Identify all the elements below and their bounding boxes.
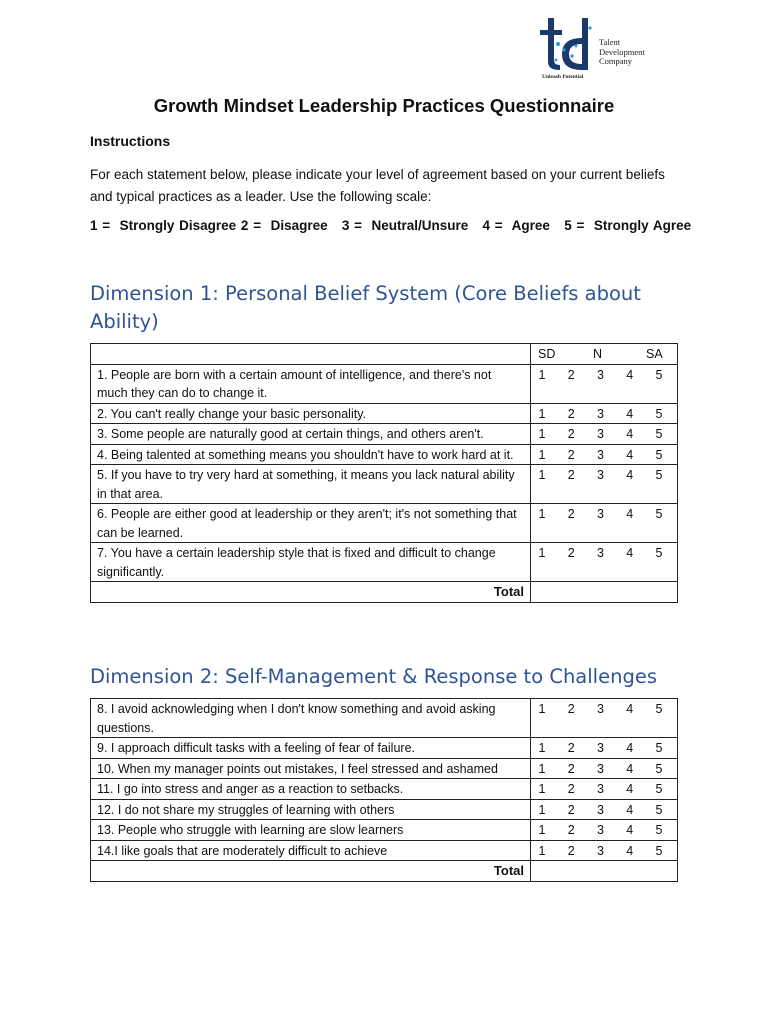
header-sa: SA	[646, 347, 663, 361]
question-row	[91, 465, 678, 504]
rating-option[interactable]: 3	[597, 782, 604, 796]
rating-option[interactable]: 2	[567, 468, 575, 482]
question-text: 6. People are either good at leadership or they aren't; it's not something that can be learned.	[91, 504, 531, 543]
rating-option[interactable]: 3	[597, 802, 604, 817]
company-logo	[538, 16, 658, 82]
rating-option[interactable]: 1	[538, 546, 546, 560]
logo-line: Development	[599, 46, 645, 57]
total-label: Total	[91, 582, 531, 603]
question-row	[91, 738, 678, 759]
rating-option[interactable]: 2	[567, 843, 575, 858]
header-sd: SD	[538, 347, 556, 361]
rating-options	[531, 799, 678, 820]
instructions-heading: Instructions	[90, 133, 171, 149]
dimension-2-table	[90, 698, 678, 882]
rating-option[interactable]: 4	[626, 468, 634, 482]
rating-option[interactable]: 5	[655, 741, 663, 755]
rating-option[interactable]: 4	[626, 406, 634, 421]
rating-option[interactable]: 3	[597, 468, 604, 482]
total-row	[91, 582, 678, 603]
rating-option[interactable]: 3	[597, 507, 604, 521]
question-text: 12. I do not share my struggles of learning with others	[91, 799, 531, 820]
header-n: N	[593, 347, 603, 361]
rating-option[interactable]: 5	[655, 468, 663, 482]
rating-option[interactable]: 3	[597, 546, 604, 560]
question-row	[91, 779, 678, 800]
rating-option[interactable]: 5	[655, 406, 663, 421]
rating-option[interactable]: 5	[655, 447, 663, 462]
rating-option[interactable]: 4	[626, 741, 634, 755]
total-row	[91, 861, 678, 882]
rating-options	[531, 840, 678, 861]
rating-options	[531, 444, 678, 465]
question-row	[91, 504, 678, 543]
rating-option[interactable]: 4	[626, 507, 634, 521]
question-text: 9. I approach difficult tasks with a feeling of fear of failure.	[91, 738, 531, 759]
question-text: 10. When my manager points out mistakes, I feel stressed and ashamed	[91, 758, 531, 779]
logo-line: Talent	[599, 37, 621, 47]
question-text: 11. I go into stress and anger as a reaction to setbacks.	[91, 779, 531, 800]
question-text: 14.I like goals that are moderately difficult to achieve	[91, 840, 531, 861]
question-row	[91, 840, 678, 861]
rating-option[interactable]: 1	[538, 367, 546, 382]
rating-option[interactable]: 4	[626, 802, 634, 817]
rating-option[interactable]: 1	[538, 782, 546, 796]
rating-options	[531, 758, 678, 779]
td-logo-mark	[538, 16, 598, 72]
rating-option[interactable]: 2	[567, 447, 575, 462]
rating-options	[531, 465, 678, 504]
rating-option[interactable]: 2	[567, 406, 575, 421]
rating-option[interactable]: 1	[538, 823, 546, 837]
rating-option[interactable]: 4	[626, 546, 634, 560]
rating-options	[531, 403, 678, 424]
rating-options	[531, 424, 678, 445]
rating-option[interactable]: 5	[655, 843, 663, 858]
header-scale-cell	[531, 344, 678, 365]
rating-option[interactable]: 5	[655, 823, 663, 837]
question-text: 3. Some people are naturally good at certain things, and others aren't.	[91, 424, 531, 445]
rating-option[interactable]: 5	[655, 761, 663, 776]
rating-option[interactable]: 1	[538, 802, 546, 817]
rating-option[interactable]: 4	[626, 427, 634, 441]
rating-option[interactable]: 2	[567, 507, 575, 521]
instructions-body: For each statement below, please indicate your level of agreement based on your current beliefs and typical practices as a leader. Use the following scale:	[90, 167, 665, 204]
header-statement-cell	[91, 344, 531, 365]
rating-options	[531, 738, 678, 759]
rating-option[interactable]: 2	[567, 782, 575, 796]
question-text: 1. People are born with a certain amount of intelligence, and there's not much they can do to change it.	[91, 364, 531, 403]
rating-option[interactable]: 4	[626, 782, 634, 796]
question-row	[91, 699, 678, 738]
question-text: 5. If you have to try very hard at something, it means you lack natural ability in that area.	[91, 465, 531, 504]
document-title: Growth Mindset Leadership Practices Questionnaire	[153, 95, 615, 116]
rating-option[interactable]: 2	[567, 367, 575, 382]
logo-tagline: Unleash Potential	[542, 74, 584, 80]
rating-option[interactable]: 2	[567, 802, 575, 817]
rating-option[interactable]: 1	[538, 741, 546, 755]
rating-option[interactable]: 2	[567, 823, 575, 837]
rating-option[interactable]: 2	[567, 761, 575, 776]
rating-options	[531, 504, 678, 543]
rating-option[interactable]: 4	[626, 843, 634, 858]
rating-option[interactable]: 5	[655, 546, 663, 560]
rating-option[interactable]: 5	[655, 782, 663, 796]
rating-option[interactable]: 3	[597, 447, 604, 462]
rating-option[interactable]: 1	[538, 427, 546, 441]
rating-options	[531, 779, 678, 800]
rating-options	[531, 820, 678, 841]
rating-option[interactable]: 4	[626, 823, 634, 837]
question-row	[91, 758, 678, 779]
rating-scale-legend: 1 = Strongly Disagree 2 = Disagree 3 = Neutral/Unsure 4 = Agree 5 = Strongly Agree	[90, 218, 692, 233]
rating-option[interactable]: 3	[597, 427, 604, 441]
question-row	[91, 364, 678, 403]
dimension-1-table	[90, 343, 678, 603]
rating-option[interactable]: 5	[655, 507, 663, 521]
total-value-cell[interactable]	[531, 582, 678, 603]
rating-option[interactable]: 1	[538, 447, 546, 462]
rating-option[interactable]: 3	[597, 843, 604, 858]
rating-option[interactable]: 5	[655, 367, 663, 382]
rating-option[interactable]: 3	[597, 406, 604, 421]
question-row	[91, 403, 678, 424]
rating-option[interactable]: 5	[655, 702, 663, 716]
rating-option[interactable]: 2	[567, 427, 575, 441]
rating-option[interactable]: 1	[538, 507, 546, 521]
total-value-cell[interactable]	[531, 861, 678, 882]
question-row	[91, 799, 678, 820]
rating-option[interactable]: 1	[538, 702, 546, 716]
dimension-1-heading: Dimension 1: Personal Belief System (Core Beliefs about Ability)	[90, 282, 641, 333]
rating-option[interactable]: 3	[597, 702, 604, 716]
rating-option[interactable]: 1	[538, 468, 546, 482]
rating-option[interactable]: 4	[626, 702, 634, 716]
rating-option[interactable]: 5	[655, 802, 663, 817]
rating-options	[531, 699, 678, 738]
rating-option[interactable]: 4	[626, 447, 634, 462]
logo-wordmark	[599, 38, 645, 67]
rating-option[interactable]: 4	[626, 761, 634, 776]
question-text: 13. People who struggle with learning are slow learners	[91, 820, 531, 841]
total-label: Total	[91, 861, 531, 882]
rating-option[interactable]: 2	[567, 741, 575, 755]
question-row	[91, 424, 678, 445]
rating-option[interactable]: 3	[597, 741, 604, 755]
rating-option[interactable]: 4	[626, 367, 634, 382]
question-row	[91, 444, 678, 465]
question-row	[91, 543, 678, 582]
rating-option[interactable]: 3	[597, 367, 604, 382]
question-text: 7. You have a certain leadership style that is fixed and difficult to change significantly.	[91, 543, 531, 582]
rating-option[interactable]: 1	[538, 406, 546, 421]
rating-option[interactable]: 2	[567, 546, 575, 560]
rating-option[interactable]: 3	[597, 823, 604, 837]
logo-line: Company	[599, 56, 633, 66]
question-text: 8. I avoid acknowledging when I don't know something and avoid asking questions.	[91, 699, 531, 738]
question-text: 4. Being talented at something means you shouldn't have to work hard at it.	[91, 444, 531, 465]
rating-options	[531, 543, 678, 582]
question-row	[91, 820, 678, 841]
table-header-row	[91, 344, 678, 365]
question-text: 2. You can't really change your basic personality.	[91, 403, 531, 424]
dimension-2-heading: Dimension 2: Self-Management & Response to Challenges	[90, 665, 657, 688]
rating-option[interactable]: 1	[538, 761, 546, 776]
rating-options	[531, 364, 678, 403]
rating-option[interactable]: 2	[567, 702, 575, 716]
rating-option[interactable]: 5	[655, 427, 663, 441]
rating-option[interactable]: 1	[538, 843, 546, 858]
rating-option[interactable]: 3	[597, 761, 604, 776]
